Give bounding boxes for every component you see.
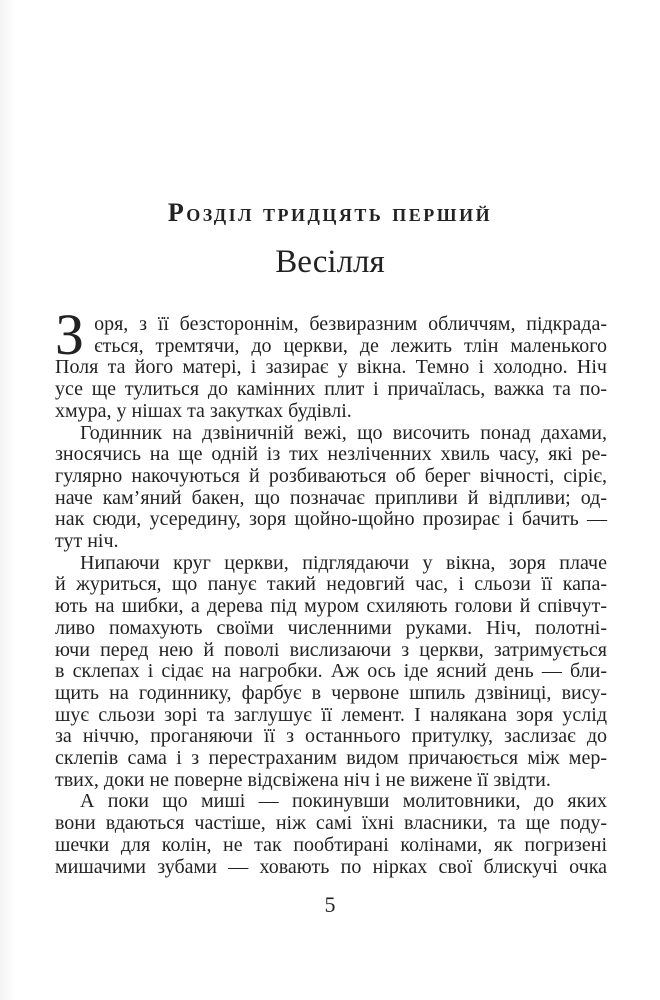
page-body bbox=[55, 302, 607, 878]
text-line: ливо помахують своїми численними руками. Ніч, полотні- bbox=[55, 616, 607, 639]
text-line: гулярно накочуються й розбиваються об берег вічності, сіріє, bbox=[55, 464, 607, 487]
text-line: щить на годиннику, фарбує в червоне шпиль дзвіниці, вису- bbox=[55, 681, 607, 704]
text-line: ється, тремтячи, до церкви, де лежить тлін маленького bbox=[94, 334, 607, 357]
text-line: й журиться, що панує такий недовгий час, і сльози її капа- bbox=[55, 573, 607, 596]
text-line: вони вдаються частіше, ніж самі їхні власники, та ще поду- bbox=[55, 812, 607, 835]
text-line: за ніччю, проганяючи її з останнього притулку, заслизає до bbox=[55, 725, 607, 748]
text-line: шечки для колін, не так пообтирані колінами, як погризені bbox=[55, 833, 607, 856]
text-line: склепів сама і з перестраханим видом причаюється між мер- bbox=[55, 747, 607, 770]
text-line: усе ще тулиться до камінних плит і причаїлась, важка та по- bbox=[55, 378, 607, 401]
paragraph bbox=[55, 423, 607, 553]
text-line: А поки що миші — покинувши молитовники, до яких bbox=[80, 790, 607, 813]
scan-edge-shadow bbox=[0, 0, 16, 1000]
text-line: Нипаючи круг церкви, підглядаючи у вікна, зоря плаче bbox=[80, 551, 607, 574]
paragraph bbox=[55, 302, 607, 423]
text-line: в склепах і сідає на нагробки. Аж ось іде ясний день — бли- bbox=[55, 660, 607, 683]
text-line: ючи перед нею й поволі вислизаючи з церкви, затримується bbox=[55, 638, 607, 661]
paragraph bbox=[55, 791, 607, 878]
text-line: ють на шибки, а дерева під муром схиляють голови й співчут- bbox=[55, 595, 607, 618]
text-line: зносячись на ще одній із тих незліченних хвиль часу, які ре- bbox=[55, 443, 607, 466]
text-line: тут ніч. bbox=[55, 530, 119, 553]
text-line: хмура, у нішах та закутках будівлі. bbox=[55, 399, 352, 422]
text-line: твих, доки не поверне відсвіжена ніч і не вижене її звідти. bbox=[55, 768, 551, 791]
text-line: Поля та його матері, і зазирає у вікна. Темно і холодно. Ніч bbox=[55, 356, 607, 379]
text-line: шує сльози зорі та заглушує її лемент. І налякана зоря услід bbox=[55, 703, 607, 726]
text-line: оря, з її безстороннім, безвиразним обличчям, підкрада- bbox=[94, 313, 607, 335]
text-line: Годинник на дзвіничній вежі, що височить понад дахами, bbox=[80, 421, 607, 444]
text-line: нак сюди, усередину, зоря щойно-щойно прозирає і бачить — bbox=[55, 508, 607, 531]
chapter-heading: Розділ тридцять перший bbox=[167, 198, 493, 227]
text-line: наче кам’яний бакен, що позначає припливи й відпливи; од- bbox=[55, 486, 607, 509]
text-line: мишачими зубами — ховають по нірках свої блискучі очка bbox=[55, 855, 607, 878]
chapter-subtitle: Весілля bbox=[275, 244, 385, 280]
drop-cap: З bbox=[55, 302, 85, 367]
paragraph bbox=[55, 553, 607, 792]
page-number: 5 bbox=[324, 892, 336, 917]
